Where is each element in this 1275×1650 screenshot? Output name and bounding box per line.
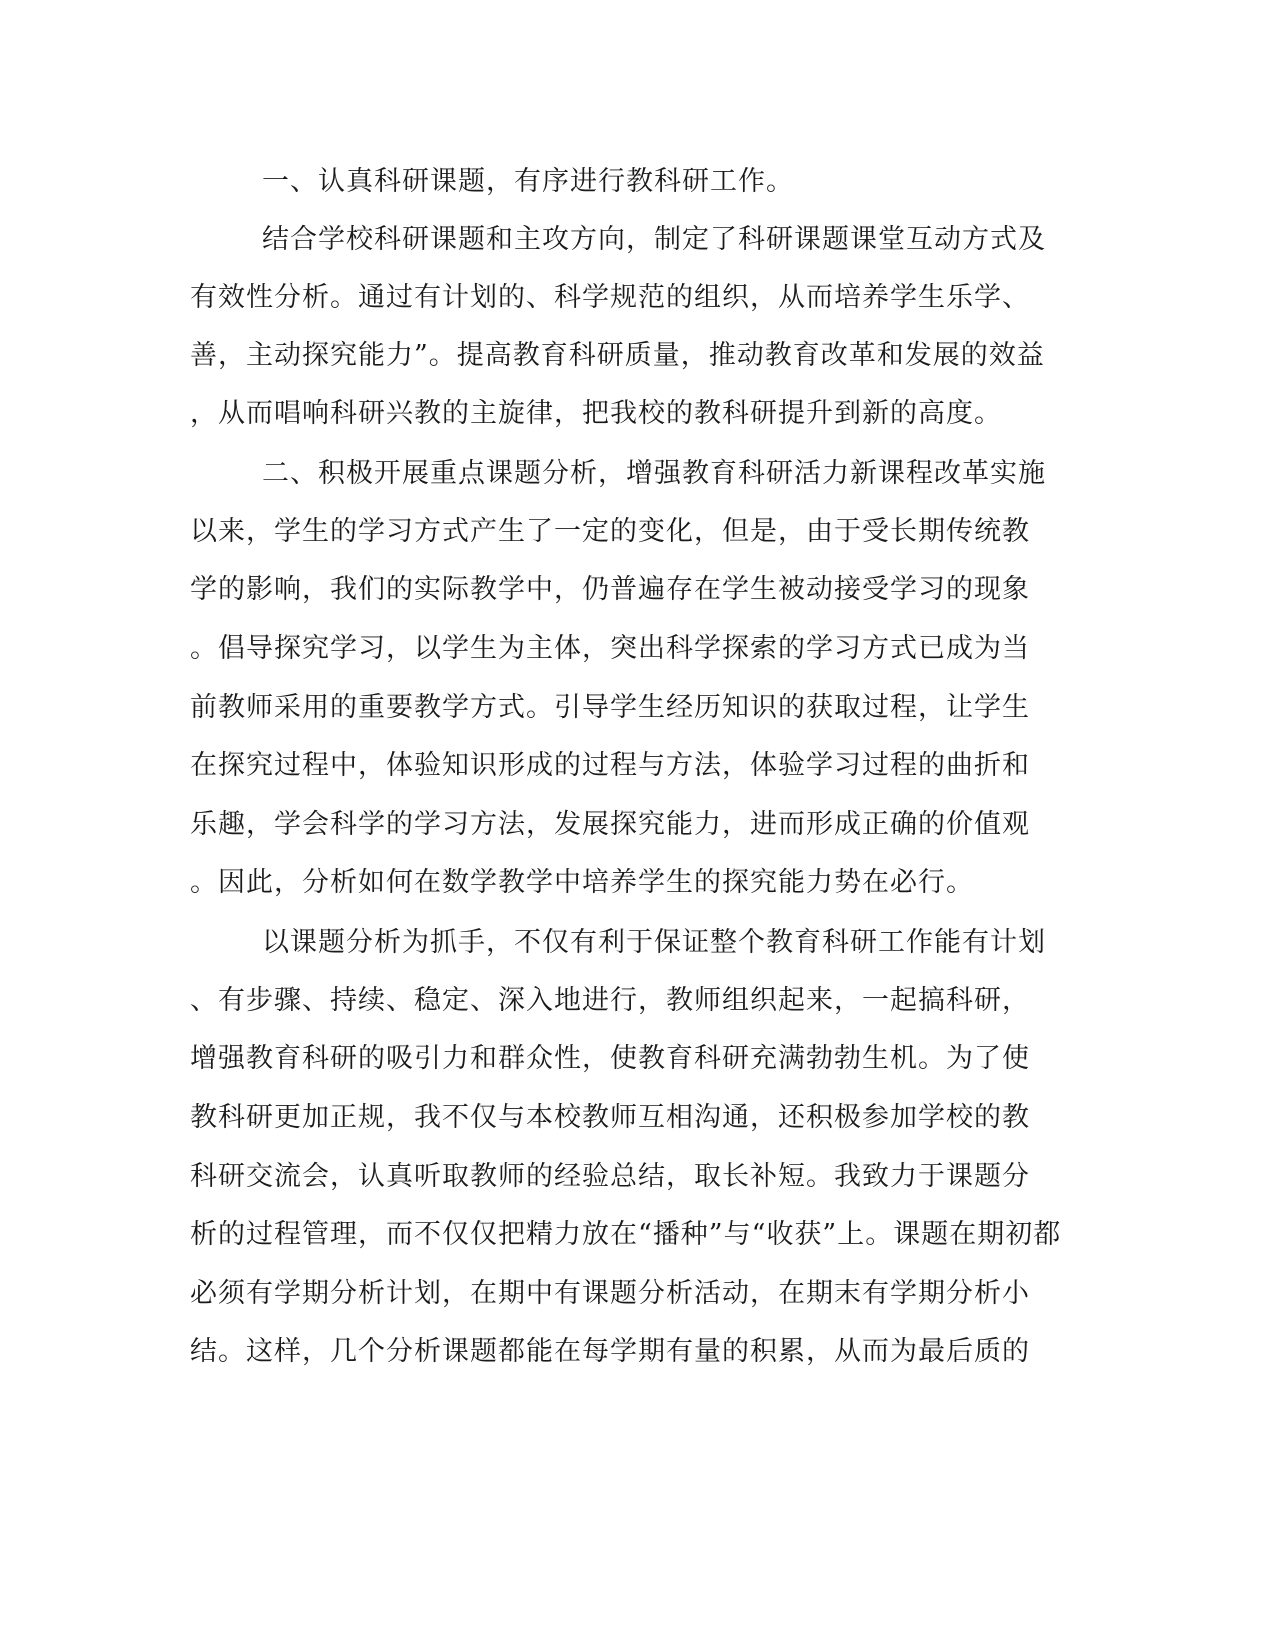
text-line: 乐趣，学会科学的学习方法，发展探究能力，进而形成正确的价值观 [190, 809, 1030, 840]
text-line: ，从而唱响科研兴教的主旋律，把我校的教科研提升到新的高度。 [190, 398, 1002, 429]
text-line: 以来，学生的学习方式产生了一定的变化，但是，由于受长期传统教 [190, 516, 1030, 547]
text-line: 以课题分析为抓手，不仅有利于保证整个教育科研工作能有计划 [262, 927, 1046, 958]
text-line: 有效性分析。通过有计划的、科学规范的组织，从而培养学生乐学、 [190, 282, 1030, 313]
text-line: 学的影响，我们的实际教学中，仍普遍存在学生被动接受学习的现象 [190, 574, 1030, 605]
text-line: 。因此，分析如何在数学教学中培养学生的探究能力势在必行。 [190, 867, 974, 898]
text-line: 、有步骤、持续、稳定、深入地进行，教师组织起来，一起搞科研， [190, 985, 1030, 1016]
text-line: 在探究过程中，体验知识形成的过程与方法，体验学习过程的曲折和 [190, 750, 1030, 781]
text-line: 析的过程管理，而不仅仅把精力放在“播种”与“收获”上。课题在期初都 [190, 1219, 1062, 1250]
text-line: 增强教育科研的吸引力和群众性，使教育科研充满勃勃生机。为了使 [190, 1043, 1030, 1074]
text-line: 必须有学期分析计划，在期中有课题分析活动，在期末有学期分析小 [190, 1278, 1030, 1309]
text-line: 结。这样，几个分析课题都能在每学期有量的积累，从而为最后质的 [190, 1336, 1030, 1367]
heading-section-2: 二、积极开展重点课题分析，增强教育科研活力新课程改革实施 [262, 458, 1046, 489]
text-line: 科研交流会，认真听取教师的经验总结，取长补短。我致力于课题分 [190, 1161, 1030, 1192]
text-line: 善，主动探究能力”。提高教育科研质量，推动教育改革和发展的效益 [190, 340, 1045, 371]
text-line: 前教师采用的重要教学方式。引导学生经历知识的获取过程，让学生 [190, 692, 1030, 723]
text-line: 教科研更加正规，我不仅与本校教师互相沟通，还积极参加学校的教 [190, 1102, 1030, 1133]
text-line: 结合学校科研课题和主攻方向，制定了科研课题课堂互动方式及 [262, 224, 1046, 255]
text-line: 。倡导探究学习，以学生为主体，突出科学探索的学习方式已成为当 [190, 633, 1030, 664]
heading-section-1: 一、认真科研课题，有序进行教科研工作。 [262, 166, 794, 197]
